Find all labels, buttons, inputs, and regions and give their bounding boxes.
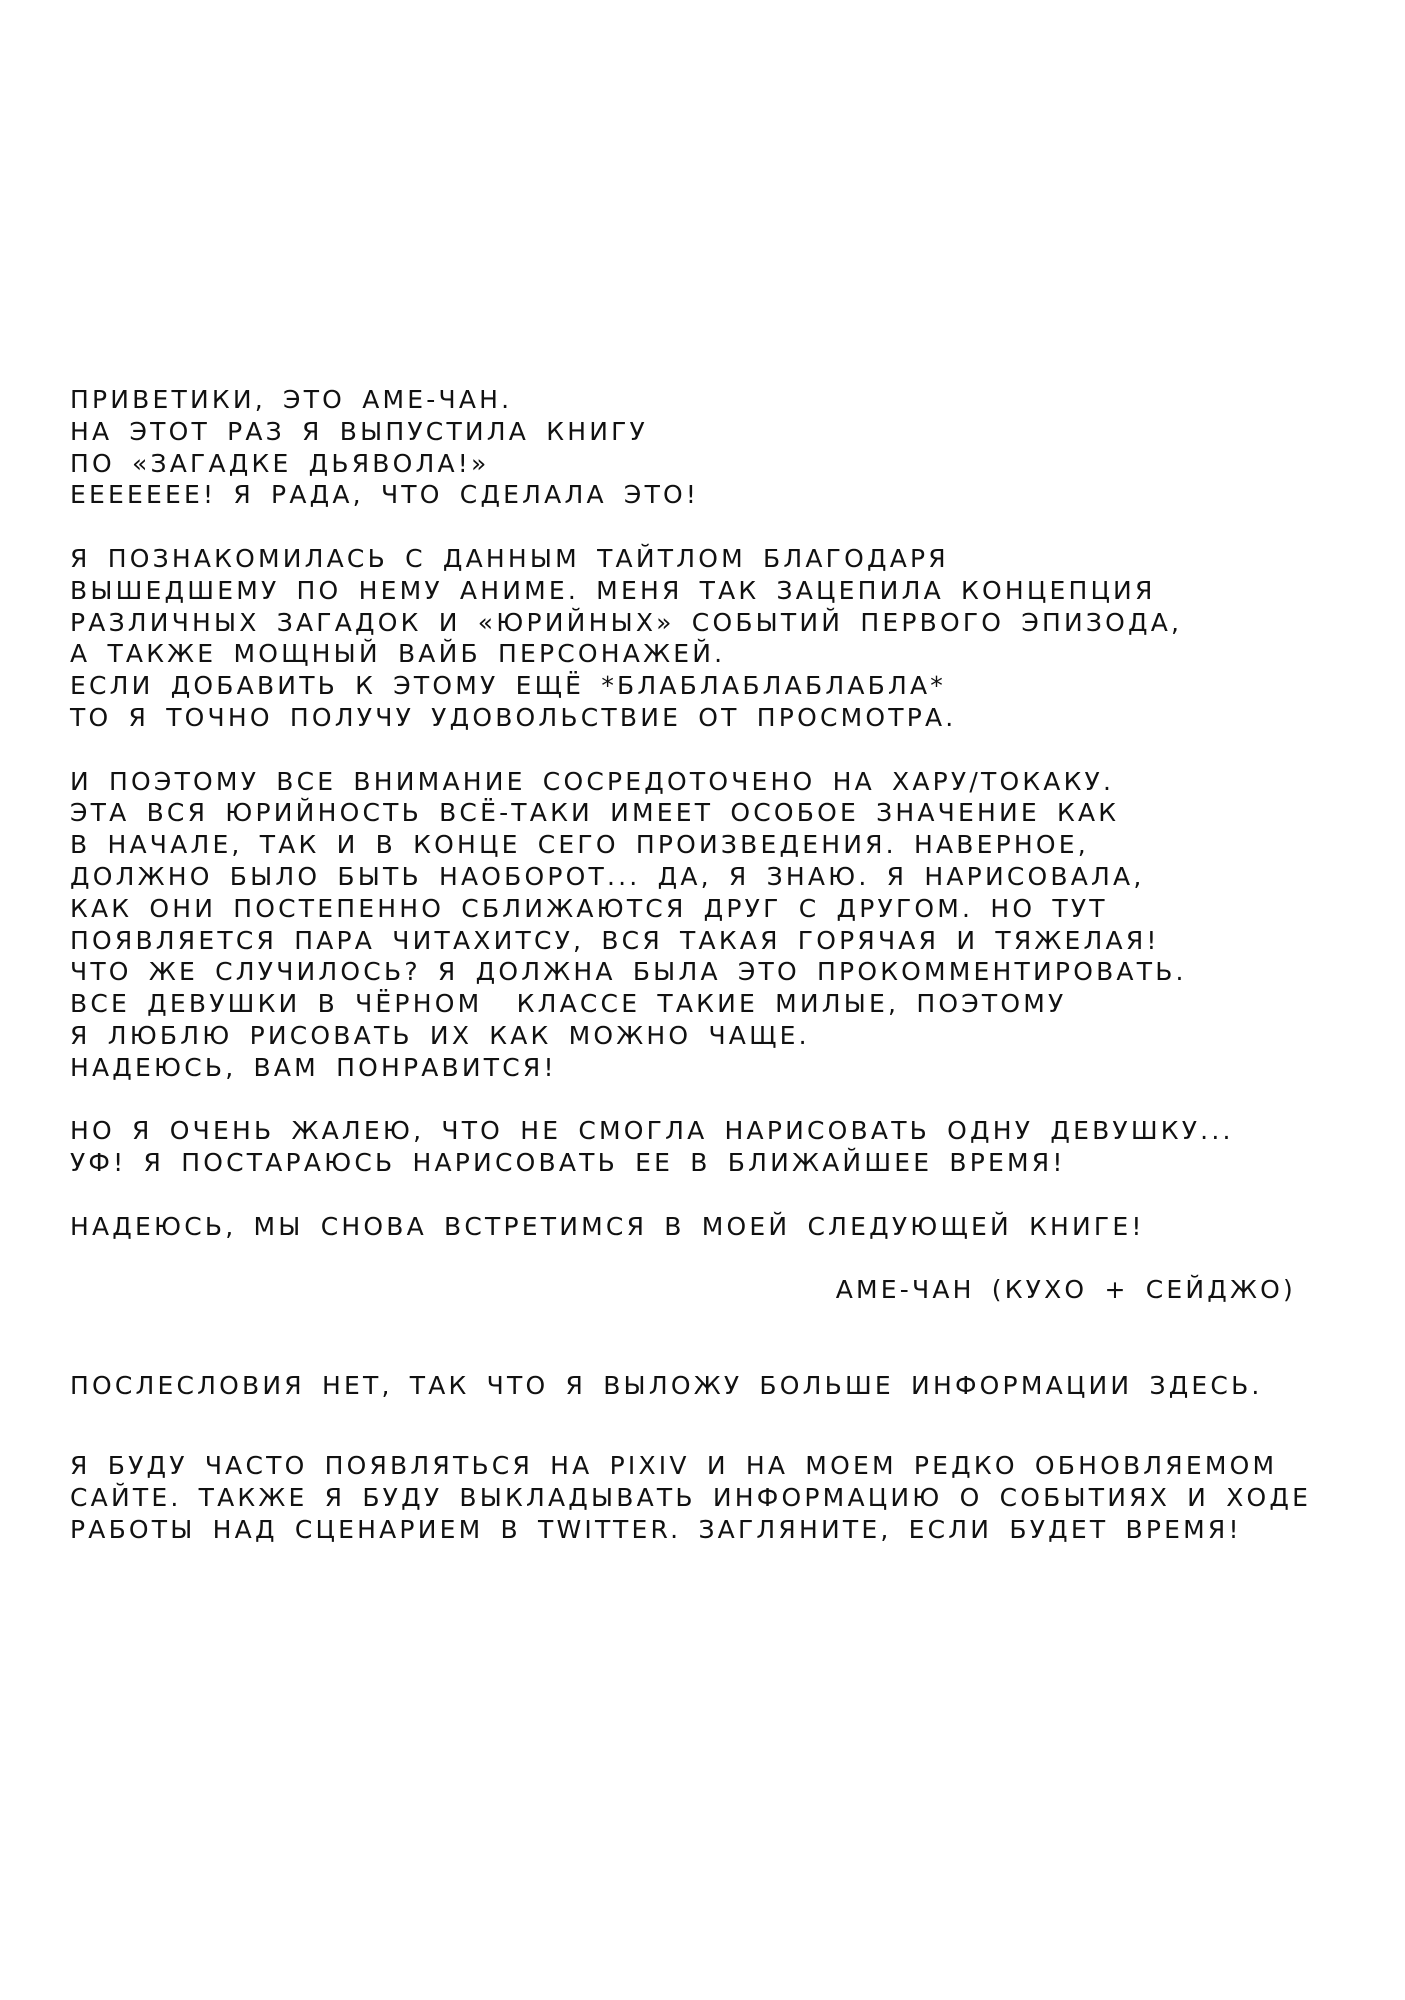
body-paragraph: [70, 766, 1360, 1084]
text-line: САЙТЕ. ТАКЖЕ Я БУДУ ВЫКЛАДЫВАТЬ ИНФОРМАЦИЮ О СОБЫТИЯХ И ХОДЕ: [70, 1482, 1312, 1512]
text-line: ДОЛЖНО БЫЛО БЫТЬ НАОБОРОТ... ДА, Я ЗНАЮ. Я НАРИСОВАЛА,: [70, 861, 1145, 891]
postscript-note: [70, 1370, 1360, 1402]
postscript-info: [70, 1450, 1360, 1545]
text-line: УФ! Я ПОСТАРАЮСЬ НАРИСОВАТЬ ЕЕ В БЛИЖАЙШЕЕ ВРЕМЯ!: [70, 1148, 1066, 1178]
text-line: ВЫШЕДШЕМУ ПО НЕМУ АНИМЕ. МЕНЯ ТАК ЗАЦЕПИЛА КОНЦЕПЦИЯ: [70, 575, 1156, 605]
text-line: РАЗЛИЧНЫХ ЗАГАДОК И «ЮРИЙНЫХ» СОБЫТИЙ ПЕРВОГО ЭПИЗОДА,: [70, 607, 1183, 637]
text-line: НАДЕЮСЬ, ВАМ ПОНРАВИТСЯ!: [70, 1052, 557, 1082]
text-line: В НАЧАЛЕ, ТАК И В КОНЦЕ СЕГО ПРОИЗВЕДЕНИЯ. НАВЕРНОЕ,: [70, 830, 1089, 860]
text-line: ПОСЛЕСЛОВИЯ НЕТ, ТАК ЧТО Я ВЫЛОЖУ БОЛЬШЕ ИНФОРМАЦИИ ЗДЕСЬ.: [70, 1371, 1263, 1401]
afterword-text: [70, 384, 1360, 1577]
author-signature: АМЕ-ЧАН (КУХО + СЕЙДЖО): [835, 1275, 1296, 1305]
text-line: Я ПОЗНАКОМИЛАСЬ С ДАННЫМ ТАЙТЛОМ БЛАГОДАРЯ: [70, 543, 949, 573]
text-line: И ПОЭТОМУ ВСЕ ВНИМАНИЕ СОСРЕДОТОЧЕНО НА ХАРУ/ТОКАКУ.: [70, 766, 1115, 796]
intro-paragraph: [70, 543, 1360, 734]
text-line: ЕЕЕЕЕЕЕ! Я РАДА, ЧТО СДЕЛАЛА ЭТО!: [70, 480, 700, 510]
text-line: Я БУДУ ЧАСТО ПОЯВЛЯТЬСЯ НА PIXIV И НА МОЕМ РЕДКО ОБНОВЛЯЕМОМ: [70, 1450, 1278, 1480]
text-line: ПРИВЕТИКИ, ЭТО АМЕ-ЧАН.: [70, 385, 513, 414]
text-line: КАК ОНИ ПОСТЕПЕННО СБЛИЖАЮТСЯ ДРУГ С ДРУГОМ. НО ТУТ: [70, 893, 1108, 923]
text-line: НАДЕЮСЬ, МЫ СНОВА ВСТРЕТИМСЯ В МОЕЙ СЛЕДУЮЩЕЙ КНИГЕ!: [70, 1211, 1145, 1241]
text-line: ПОЯВЛЯЕТСЯ ПАРА ЧИТАХИТСУ, ВСЯ ТАКАЯ ГОРЯЧАЯ И ТЯЖЕЛАЯ!: [70, 925, 1160, 955]
text-line: РАБОТЫ НАД СЦЕНАРИЕМ В TWITTER. ЗАГЛЯНИТЕ, ЕСЛИ БУДЕТ ВРЕМЯ!: [70, 1514, 1242, 1544]
regret-paragraph: [70, 1115, 1360, 1179]
text-line: ЕСЛИ ДОБАВИТЬ К ЭТОМУ ЕЩЁ *БЛАБЛАБЛАБЛАБЛА*: [70, 671, 946, 701]
text-line: ЧТО ЖЕ СЛУЧИЛОСЬ? Я ДОЛЖНА БЫЛА ЭТО ПРОКОММЕНТИРОВАТЬ.: [70, 957, 1187, 987]
closing-paragraph: [70, 1211, 1360, 1243]
text-line: А ТАКЖЕ МОЩНЫЙ ВАЙБ ПЕРСОНАЖЕЙ.: [70, 639, 726, 669]
text-line: ЭТА ВСЯ ЮРИЙНОСТЬ ВСЁ-ТАКИ ИМЕЕТ ОСОБОЕ ЗНАЧЕНИЕ КАК: [70, 798, 1120, 828]
text-line: НО Я ОЧЕНЬ ЖАЛЕЮ, ЧТО НЕ СМОГЛА НАРИСОВАТЬ ОДНУ ДЕВУШКУ...: [70, 1116, 1234, 1146]
text-line: Я ЛЮБЛЮ РИСОВАТЬ ИХ КАК МОЖНО ЧАЩЕ.: [70, 1020, 810, 1050]
text-line: ПО «ЗАГАДКЕ ДЬЯВОЛА!»: [70, 448, 490, 478]
text-line: ВСЕ ДЕВУШКИ В ЧЁРНОМ КЛАССЕ ТАКИЕ МИЛЫЕ, ПОЭТОМУ: [70, 989, 1067, 1019]
greeting-paragraph: [70, 384, 1360, 511]
text-line: ТО Я ТОЧНО ПОЛУЧУ УДОВОЛЬСТВИЕ ОТ ПРОСМОТРА.: [70, 702, 957, 732]
text-line: НА ЭТОТ РАЗ Я ВЫПУСТИЛА КНИГУ: [70, 416, 648, 446]
